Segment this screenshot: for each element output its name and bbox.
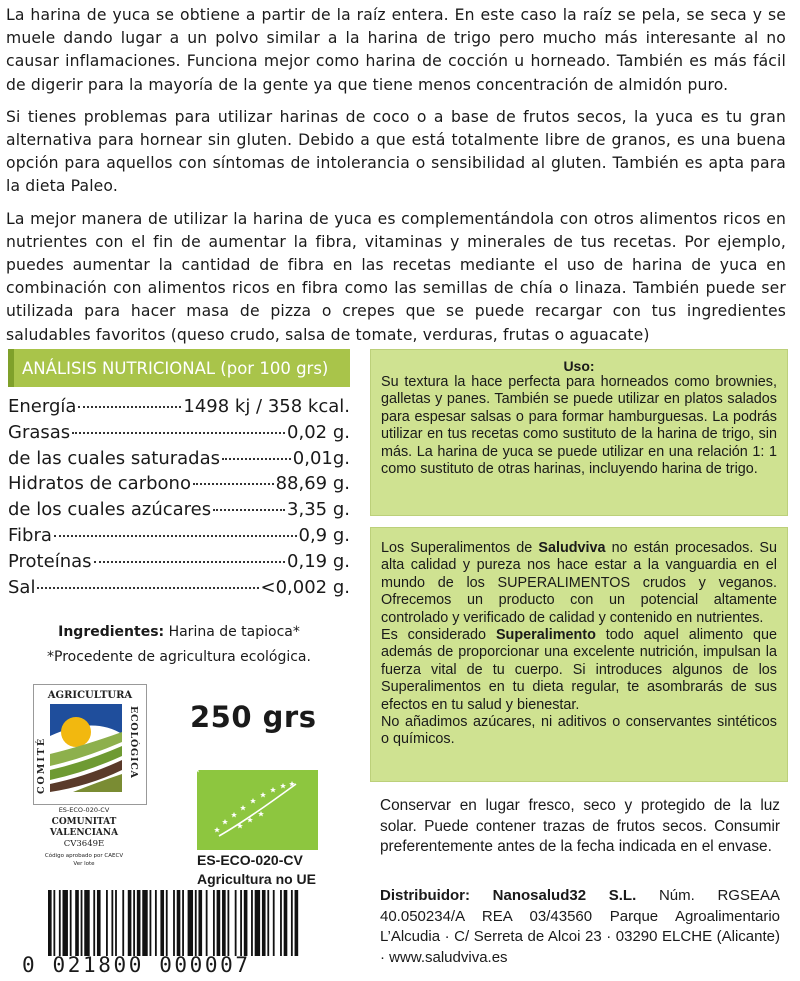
barcode-bar bbox=[63, 890, 68, 956]
dot-leader bbox=[94, 561, 286, 563]
dot-leader bbox=[72, 432, 285, 434]
barcode-bar bbox=[53, 890, 55, 956]
eu-origin: Agricultura no UE bbox=[197, 871, 317, 887]
barcode-bar bbox=[262, 890, 266, 956]
barcode-bar bbox=[48, 890, 52, 956]
dot-leader bbox=[54, 535, 297, 537]
barcode-bar bbox=[133, 890, 135, 956]
barcode-bar bbox=[295, 890, 299, 956]
dot-leader bbox=[78, 406, 181, 408]
dot-leader bbox=[37, 587, 258, 589]
seal-region-2: VALENCIANA bbox=[49, 828, 119, 838]
nutrient-label: Grasas bbox=[8, 421, 71, 443]
nutrient-label: Hidratos de carbono bbox=[8, 473, 191, 495]
nutrient-value: 3,35 g. bbox=[287, 499, 350, 521]
barcode-bar bbox=[59, 890, 61, 956]
barcode-bar bbox=[188, 890, 193, 956]
nutrient-label: Sal bbox=[8, 576, 36, 598]
ingredients-note: *Procedente de agricultura ecológica. bbox=[47, 649, 311, 665]
seal-approved: Código aprobado por CAECV bbox=[44, 853, 124, 859]
barcode-bar bbox=[227, 890, 229, 956]
barcode-bar bbox=[267, 890, 269, 956]
nutrition-header: ANÁLISIS NUTRICIONAL (por 100 grs) bbox=[8, 349, 350, 387]
nutrient-label: Energía bbox=[8, 396, 77, 417]
seal-region-1: COMUNITAT bbox=[51, 817, 117, 827]
nutrition-row bbox=[8, 471, 350, 497]
barcode-bar bbox=[217, 890, 221, 956]
barcode-bar bbox=[97, 890, 101, 956]
barcode-bar bbox=[166, 890, 168, 956]
seal-code: ES-ECO-020-CV bbox=[58, 806, 110, 814]
barcode-bar bbox=[244, 890, 248, 956]
eu-control-code: ES-ECO-020-CV bbox=[197, 852, 303, 868]
barcode-bar bbox=[280, 890, 282, 956]
nutrient-value: 0,02 g. bbox=[287, 421, 350, 443]
nutrient-value: 0,9 g. bbox=[298, 524, 350, 546]
barcode-bar bbox=[150, 890, 152, 956]
barcode-bar bbox=[213, 890, 215, 956]
nutrient-label: de las cuales saturadas bbox=[8, 447, 221, 469]
barcode-bar bbox=[111, 890, 113, 956]
barcode-bar bbox=[206, 890, 208, 956]
nutrition-row bbox=[8, 394, 350, 420]
nutrition-row bbox=[8, 575, 350, 601]
nutrition-row bbox=[8, 446, 350, 472]
usage-title: Uso: bbox=[563, 358, 595, 374]
superfoods-text: todo aquel alimento que además de proporcionar una excelente nutrición, impulsan la fuerza vital de tu cuerpo. Si introduces algunos de los Superalimentos en tu dieta regular, te asombrarás de sus efectos en tu salud y bienestar. bbox=[381, 627, 777, 713]
barcode-bar bbox=[291, 890, 293, 956]
barcode-bar bbox=[122, 890, 124, 956]
barcode-bar bbox=[93, 890, 95, 956]
nutrient-value: 0,19 g. bbox=[287, 550, 350, 572]
barcode-bar bbox=[222, 890, 226, 956]
barcode-number: 0 021800 000007 bbox=[22, 953, 251, 977]
nutrient-value: 0,01g. bbox=[292, 447, 350, 469]
barcode-bar bbox=[251, 890, 253, 956]
barcode-bar bbox=[195, 890, 197, 956]
superfoods-text: Los Superalimentos de bbox=[381, 540, 539, 556]
barcode-bar bbox=[75, 890, 79, 956]
barcode-bar bbox=[137, 890, 141, 956]
nutrient-label: Proteínas bbox=[8, 550, 92, 572]
nutrition-row bbox=[8, 420, 350, 446]
dot-leader bbox=[213, 509, 285, 511]
barcode-bar bbox=[240, 890, 242, 956]
net-weight: 250 grs bbox=[190, 700, 317, 734]
organic-certification-seal bbox=[33, 684, 147, 874]
seal-cert: CV3649E bbox=[63, 839, 105, 849]
superfoods-paragraph-2 bbox=[381, 627, 777, 714]
nutrition-table bbox=[8, 394, 350, 600]
nutrient-value: 88,69 g. bbox=[275, 473, 350, 495]
usage-box bbox=[370, 349, 788, 516]
barcode-bar bbox=[106, 890, 108, 956]
nutrition-row bbox=[8, 497, 350, 523]
superfoods-text: no están procesados. Su alta calidad y pureza nos hace estar a la vanguardia en el mundo de los SUPERALIMENTOS crudos y veganos. Ofrecemos un producto con un potencial altamente controlado y verificado de calidad y contenido en nutrientes. bbox=[381, 540, 778, 626]
eu-logo-background bbox=[197, 770, 318, 850]
nutrient-label: Fibra bbox=[8, 524, 52, 546]
nutrition-row bbox=[8, 523, 350, 549]
nutrition-row bbox=[8, 549, 350, 575]
distributor-label: Distribuidor: Nanosalud32 S.L. bbox=[380, 887, 637, 904]
dot-leader bbox=[193, 483, 274, 485]
barcode-bar bbox=[198, 890, 202, 956]
ingredients-block bbox=[8, 620, 350, 670]
barcode-bar bbox=[177, 890, 181, 956]
barcode bbox=[48, 890, 300, 956]
barcode-bar bbox=[81, 890, 83, 956]
barcode-bar bbox=[84, 890, 89, 956]
seal-right-text: ECOLÓGICA bbox=[128, 706, 139, 779]
seal-left-text: COMITÉ bbox=[36, 736, 47, 794]
barcode-bar bbox=[273, 890, 275, 956]
barcode-bar bbox=[70, 890, 72, 956]
eu-organic-leaf-logo bbox=[197, 770, 318, 850]
nutrient-value: 1498 kj / 358 kcal. bbox=[183, 396, 350, 417]
seal-lot: Ver lote bbox=[73, 861, 95, 867]
barcode-bar bbox=[182, 890, 184, 956]
barcode-bar bbox=[160, 890, 164, 956]
superfoods-paragraph-1 bbox=[381, 540, 777, 627]
description-paragraph-2: Si tienes problemas para utilizar harinas de coco o a base de frutos secos, la yuca es tu gran alternativa para hornear sin gluten. Debido a que está totalmente libre de granos, es una buena opción para aquellos con síntomas de intolerancia o sensibilidad al gluten. También es apta para la dieta Paleo. bbox=[6, 107, 786, 196]
description-paragraph-3: La mejor manera de utilizar la harina de yuca es complementándola con otros alimentos ricos en nutrientes con el fin de aumentar la fibra, vitaminas y minerales de tus recetas. Por ejemplo, puedes aumentar la cantidad de fibra en las recetas mediante el uso de harina de yuca en combinación con alimentos ricos en fibra como las semillas de chía o linaza. También puede ser utilizada para hacer masa de pizza o crepes que se puede recargar con tus ingredientes saludables favoritos (queso crudo, salsa de tomate, verduras, frutas o aguacate) bbox=[6, 209, 786, 344]
barcode-bar bbox=[115, 890, 117, 956]
barcode-bar bbox=[173, 890, 175, 956]
distributor-text: Núm. RGSEAA 40.050234/A REA 03/43560 Parque Agroalimentario L’Alcudia · C/ Serreta de Alcoi 23 · 03290 ELCHE (Alicante) · www.saludviva.es bbox=[380, 887, 780, 966]
nutrient-value: <0,002 g. bbox=[260, 576, 350, 598]
superfoods-box bbox=[370, 527, 788, 782]
barcode-bar bbox=[142, 890, 147, 956]
superfood-term: Superalimento bbox=[495, 627, 596, 644]
product-description bbox=[6, 4, 786, 356]
brand-name: Saludviva bbox=[538, 540, 606, 556]
sun-icon bbox=[61, 717, 91, 747]
ingredients-value: Harina de tapioca* bbox=[164, 624, 300, 640]
barcode-bar bbox=[255, 890, 260, 956]
eu-label-text bbox=[197, 851, 316, 889]
distributor-info bbox=[380, 886, 780, 968]
barcode-bar bbox=[128, 890, 132, 956]
superfoods-paragraph-3: No añadimos azúcares, ni aditivos o conservantes sintéticos o químicos. bbox=[381, 714, 777, 748]
barcode-bar bbox=[235, 890, 237, 956]
barcode-bar bbox=[284, 890, 288, 956]
superfoods-text: Es considerado bbox=[381, 627, 496, 644]
description-paragraph-1: La harina de yuca se obtiene a partir de la raíz entera. En este caso la raíz se pela, se seca y se muele dando lugar a un polvo similar a la harina de trigo pero mucho más interesante al no causar inflamaciones. Funciona mejor como harina de cocción u horneado. También es más fácil de digerir para la mayoría de la gente ya que tiene menos concentración de almidón puro. bbox=[6, 6, 786, 94]
seal-top-text: AGRICULTURA bbox=[47, 690, 133, 701]
nutrient-label: de los cuales azúcares bbox=[8, 499, 212, 521]
barcode-bar bbox=[155, 890, 157, 956]
conservation-text: Conservar en lugar fresco, seco y protegido de la luz solar. Puede contener trazas de frutos secos. Consumir preferentemente antes de la fecha indicada en el envase. bbox=[380, 797, 780, 855]
ingredients-label: Ingredientes: bbox=[58, 624, 165, 640]
dot-leader bbox=[222, 458, 291, 460]
usage-text: Su textura la hace perfecta para horneados como brownies, galletas y panes. También se puede utilizar en platos salados para espesar salsas o para formar hamburguesas. La podrás utilizar en tus recetas como sustituto de la harina de trigo, sin más. La harina de yuca se puede utilizar en una relación 1: 1 como sustituto de otras harinas, incluyendo harina de trigo. bbox=[381, 374, 777, 478]
